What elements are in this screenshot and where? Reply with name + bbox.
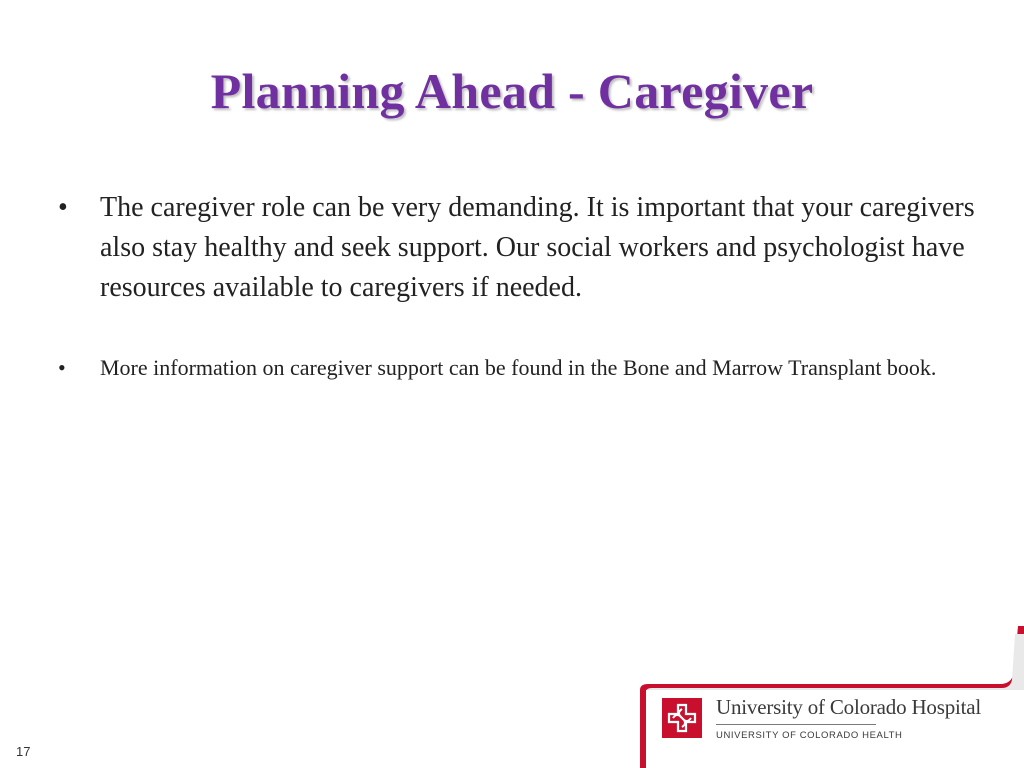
hospital-logo-icon	[662, 698, 702, 738]
bullet-item	[56, 188, 976, 308]
bullet-text: More information on caregiver support can be found in the Bone and Marrow Transplant book.	[100, 355, 937, 380]
slide-title: Planning Ahead - Caregiver	[210, 63, 814, 119]
cross-emblem-icon	[667, 703, 697, 733]
logo-divider	[716, 724, 876, 725]
bullet-text: The caregiver role can be very demanding. It is important that your caregivers also stay healthy and seek support. Our social workers and psychologist have resources available to caregivers if needed.	[100, 192, 975, 303]
hospital-name: University of Colorado Hospital	[716, 695, 982, 719]
bullet-marker: •	[58, 355, 66, 380]
hospital-logo-text	[716, 695, 1006, 741]
bullet-item	[56, 350, 976, 386]
bullet-marker: •	[58, 192, 68, 223]
page-number: 17	[16, 744, 31, 759]
bullet-list	[56, 188, 976, 386]
health-system-name: UNIVERSITY OF COLORADO HEALTH	[716, 730, 903, 741]
